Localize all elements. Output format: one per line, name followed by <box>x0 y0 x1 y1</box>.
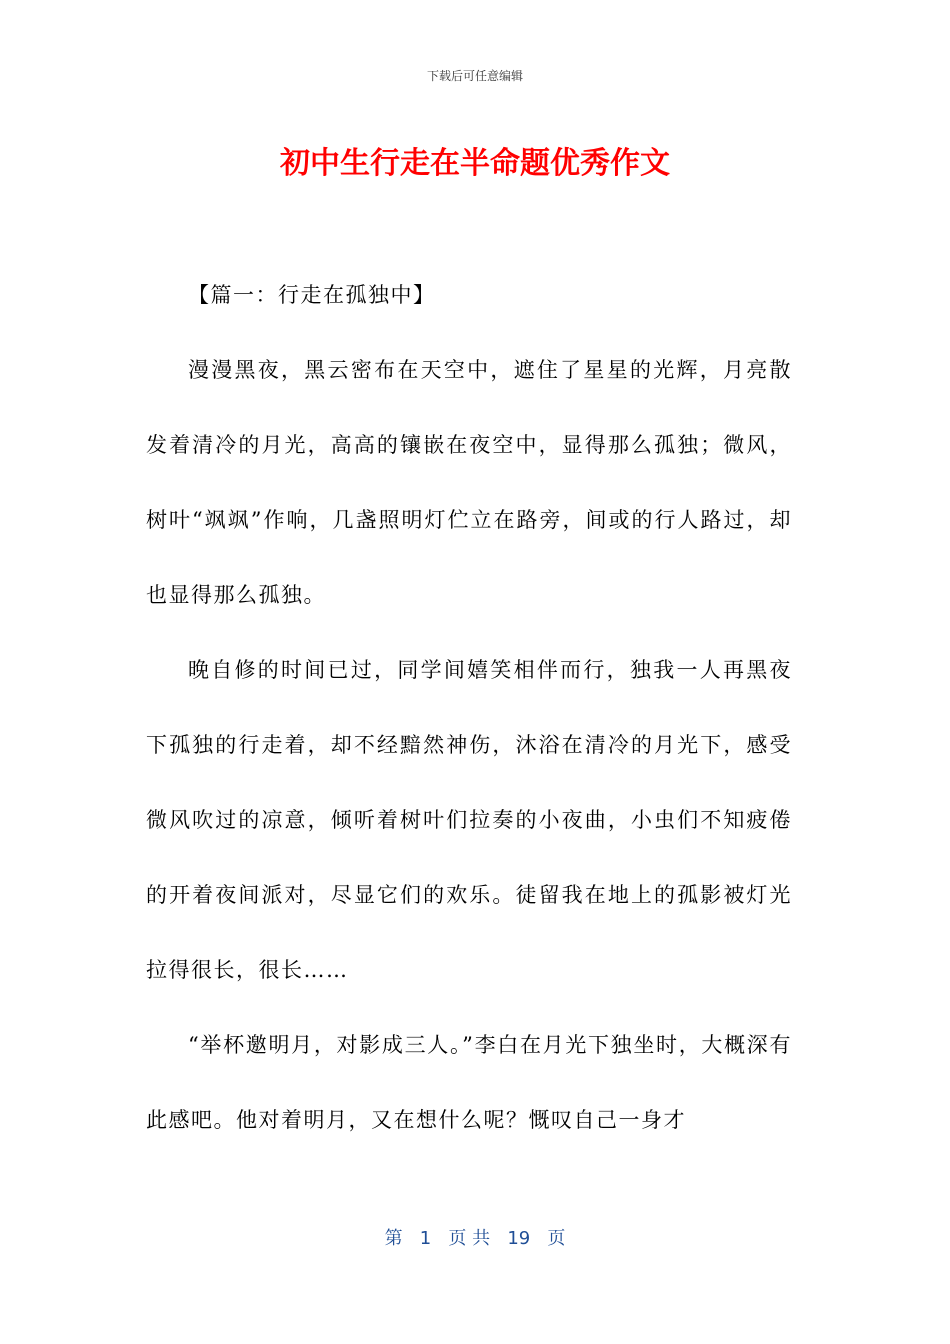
paragraph-2: 晚自修的时间已过，同学间嬉笑相伴而行，独我一人再黑夜下孤独的行走着，却不经黯然神伤，沐浴在清冷的月光下，感受微风吹过的凉意，倾听着树叶们拉奏的小夜曲，小虫们不知疲倦的开着夜间派对，尽显它们的欢乐。徒留我在地上的孤影被灯光拉得很长，很长…… <box>146 658 792 982</box>
paragraph-1: 漫漫黑夜，黑云密布在天空中，遮住了星星的光辉，月亮散发着清冷的月光，高高的镶嵌在夜空中，显得那么孤独；微风，树叶“飒飒”作响，几盏照明灯伫立在路旁，间或的行人路过，却也显得那么孤独。 <box>146 358 792 607</box>
header-note: 下载后可任意编辑 <box>426 69 523 83</box>
total-pages-number: 19 <box>507 1228 531 1249</box>
page-label-prefix: 第 <box>384 1228 403 1249</box>
document-body <box>146 258 792 1158</box>
page-label-suffix: 页 <box>547 1228 566 1249</box>
paragraph-3: “举杯邀明月，对影成三人。”李白在月光下独坐时，大概深有此感吧。他对着明月，又在想什么呢？慨叹自己一身才 <box>146 1033 792 1132</box>
section-heading: 【篇一：行走在孤独中】 <box>188 283 436 307</box>
current-page-number: 1 <box>419 1228 432 1249</box>
page-footer <box>0 1226 950 1252</box>
document-title: 初中生行走在半命题优秀作文 <box>280 146 670 181</box>
page-label-mid: 页 共 <box>448 1228 491 1249</box>
